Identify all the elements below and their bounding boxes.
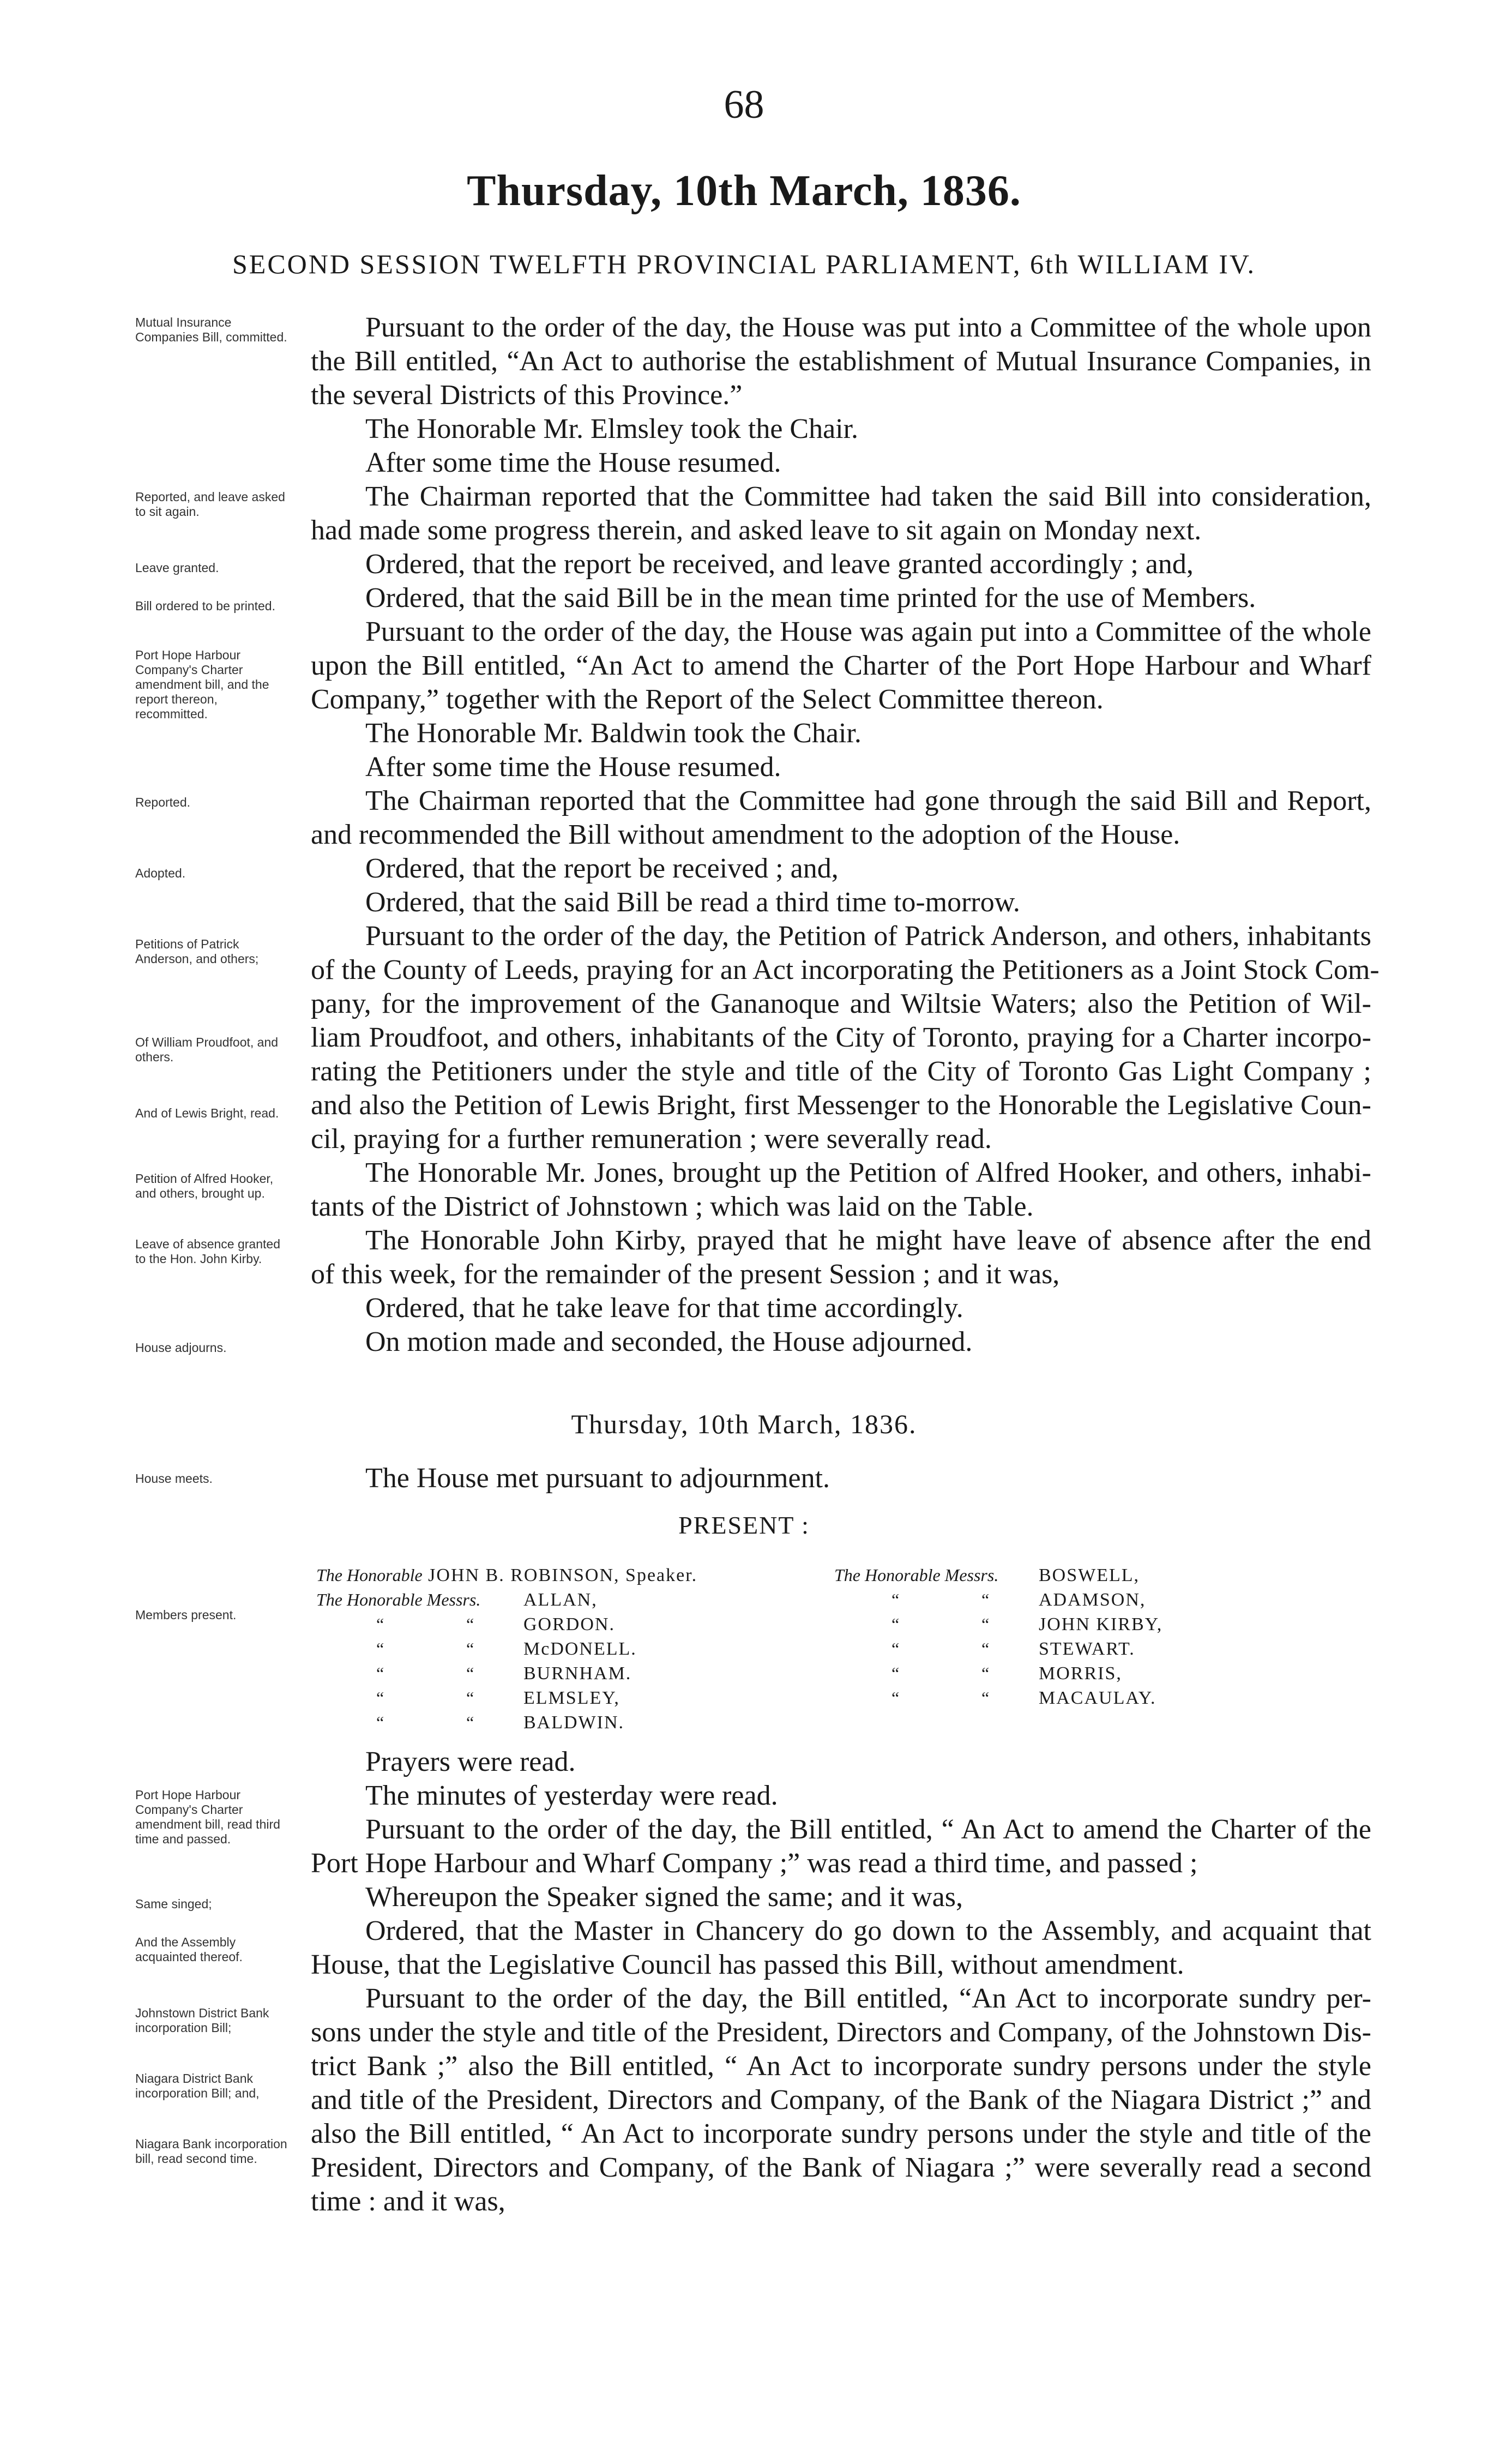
member-speaker: The Honorable JOHN B. ROBINSON, Speaker. (316, 1565, 698, 1585)
margin-note: Adopted. (135, 866, 186, 880)
margin-note: Same singed; (135, 1897, 212, 1911)
body-line: of the County of Leeds, praying for an Act incorporating the Petitioners as a Joint Stock Com- (311, 954, 1379, 985)
member-name: ALLAN, (523, 1590, 598, 1610)
ditto-mark: “ (891, 1663, 900, 1683)
margin-note: Niagara District Bank incorporation Bill; and, (135, 2071, 260, 2100)
ditto-mark: “ (891, 1688, 900, 1708)
body-line: also the Bill entitled, “ An Act to incorporate sundry persons under the style and title of the (311, 2118, 1371, 2149)
member-name: MACAULAY. (1039, 1688, 1156, 1708)
margin-note: Of William Proudfoot, and others. (135, 1035, 279, 1064)
body-line: Port Hope Harbour and Wharf Company ;” was read a third time, and passed ; (311, 1848, 1198, 1879)
margin-note: Members present. (135, 1608, 237, 1622)
ditto-mark: “ (376, 1663, 384, 1683)
margin-note: Reported, and leave asked to sit again. (135, 490, 285, 519)
ditto-mark: “ (466, 1663, 474, 1683)
session-heading: SECOND SESSION TWELFTH PROVINCIAL PARLIAMENT, 6th WILLIAM IV. (232, 249, 1256, 279)
ditto-mark: “ (376, 1639, 384, 1658)
margin-note: Petition of Alfred Hooker, and others, brought up. (135, 1171, 274, 1200)
body-line: The Chairman reported that the Committee had taken the said Bill into consideration, (365, 481, 1371, 512)
body-line: The Honorable John Kirby, prayed that he might have leave of absence after the end (365, 1225, 1371, 1256)
body-line: had made some progress therein, and asked leave to sit again on Monday next. (311, 515, 1202, 546)
ditto-mark: “ (891, 1639, 900, 1658)
member-name: GORDON. (523, 1614, 615, 1634)
ditto-mark: “ (466, 1712, 474, 1732)
body-line: House, that the Legislative Council has passed this Bill, without amendment. (311, 1949, 1184, 1980)
body-line: The Chairman reported that the Committee had gone through the said Bill and Report, (365, 785, 1371, 816)
body-line: and recommended the Bill without amendment to the adoption of the House. (311, 819, 1180, 850)
date-heading: Thursday, 10th March, 1836. (467, 167, 1021, 215)
sitting-subheading: Thursday, 10th March, 1836. (571, 1409, 917, 1439)
ditto-mark: “ (466, 1614, 474, 1634)
member-name: STEWART. (1039, 1639, 1135, 1659)
member-messrs-label: The Honorable Messrs. (834, 1565, 999, 1585)
body-line: rating the Petitioners under the style and title of the City of Toronto Gas Light Company ; (311, 1056, 1371, 1087)
body-line: the several Districts of this Province.” (311, 380, 743, 411)
body-line: The Honorable Mr. Jones, brought up the Petition of Alfred Hooker, and others, inhabi- (365, 1157, 1371, 1188)
body-line: Pursuant to the order of the day, the Bill entitled, “ An Act to amend the Charter of the (365, 1814, 1371, 1845)
ditto-mark: “ (981, 1663, 990, 1683)
body-line: Company,” together with the Report of the Select Committee thereon. (311, 684, 1104, 715)
body-line: Ordered, that the Master in Chancery do go down to the Assembly, and acquaint that (365, 1915, 1371, 1946)
margin-note: And the Assembly acquainted thereof. (135, 1935, 243, 1964)
ditto-mark: “ (981, 1590, 990, 1609)
margin-note: Port Hope Harbour Company's Charter amendment bill, and the report thereon, recommitted. (135, 648, 269, 721)
body-line: Ordered, that the report be received, and leave granted accordingly ; and, (365, 549, 1194, 580)
body-line: The Honorable Mr. Baldwin took the Chair. (365, 718, 862, 749)
ditto-mark: “ (466, 1639, 474, 1658)
margin-note: Mutual Insurance Companies Bill, committed. (135, 315, 287, 344)
ditto-mark: “ (466, 1688, 474, 1708)
body-line: and title of the President, Directors and Company, of the Bank of the Niagara District ;” and (311, 2084, 1371, 2116)
body-line: After some time the House resumed. (365, 752, 781, 783)
body-line: liam Proudfoot, and others, inhabitants of the City of Toronto, praying for a Charter incorpo- (311, 1022, 1371, 1053)
margin-note: House meets. (135, 1471, 213, 1486)
margin-note: Leave granted. (135, 561, 219, 575)
margin-note: Petitions of Patrick Anderson, and others; (135, 937, 259, 966)
body-line: Prayers were read. (365, 1746, 576, 1777)
member-name: JOHN KIRBY, (1039, 1614, 1163, 1634)
margin-note: Leave of absence granted to the Hon. John Kirby. (135, 1237, 280, 1266)
margin-note: Port Hope Harbour Company's Charter amendment bill, read third time and passed. (135, 1788, 280, 1846)
body-line: the Bill entitled, “An Act to authorise the establishment of Mutual Insurance Companies, in (311, 346, 1371, 377)
ditto-mark: “ (891, 1614, 900, 1634)
body-line: pany, for the improvement of the Gananoque and Wiltsie Waters; also the Petition of Wil- (311, 988, 1371, 1019)
body-line: Ordered, that he take leave for that time accordingly. (365, 1293, 963, 1324)
body-line: The Honorable Mr. Elmsley took the Chair. (365, 413, 859, 444)
body-line: sons under the style and title of the President, Directors and Company, of the Johnstown Dis- (311, 2017, 1371, 2048)
margin-note: Bill ordered to be printed. (135, 599, 275, 613)
body-line: upon the Bill entitled, “An Act to amend the Charter of the Port Hope Harbour and Wharf (311, 650, 1371, 681)
ditto-mark: “ (376, 1712, 384, 1732)
body-line: Pursuant to the order of the day, the Petition of Patrick Anderson, and others, inhabitants (365, 921, 1371, 952)
member-name: BOSWELL, (1039, 1565, 1140, 1585)
member-name: MORRIS, (1039, 1663, 1122, 1684)
body-line: After some time the House resumed. (365, 447, 781, 478)
body-line: The minutes of yesterday were read. (365, 1780, 778, 1811)
ditto-mark: “ (376, 1614, 384, 1634)
body-line: Pursuant to the order of the day, the Bill entitled, “An Act to incorporate sundry per- (365, 1983, 1371, 2014)
member-messrs-label: The Honorable Messrs. (316, 1590, 481, 1609)
body-line: Ordered, that the said Bill be read a third time to-morrow. (365, 887, 1020, 918)
ditto-mark: “ (981, 1614, 990, 1634)
body-line: and also the Petition of Lewis Bright, first Messenger to the Honorable the Legislative Coun- (311, 1090, 1371, 1121)
body-line: Pursuant to the order of the day, the House was put into a Committee of the whole upon (365, 312, 1371, 343)
body-line: Whereupon the Speaker signed the same; and it was, (365, 1882, 963, 1913)
body-line: President, Directors and Company, of the Bank of Niagara ;” were severally read a second (311, 2152, 1371, 2183)
ditto-mark: “ (376, 1688, 384, 1708)
body-line: Pursuant to the order of the day, the House was again put into a Committee of the whole (365, 616, 1371, 647)
member-name: BALDWIN. (523, 1712, 625, 1733)
body-line: Ordered, that the said Bill be in the mean time printed for the use of Members. (365, 582, 1256, 614)
page-number: 68 (724, 82, 764, 127)
margin-note: Niagara Bank incorporation bill, read second time. (135, 2137, 287, 2166)
ditto-mark: “ (981, 1639, 990, 1658)
member-name: BURNHAM. (523, 1663, 632, 1684)
margin-note: Reported. (135, 795, 191, 809)
body-line: cil, praying for a further remuneration ; were severally read. (311, 1123, 992, 1155)
body-line: trict Bank ;” also the Bill entitled, “ An Act to incorporate sundry persons under the style (311, 2051, 1371, 2082)
margin-note: And of Lewis Bright, read. (135, 1106, 279, 1120)
body-line: time : and it was, (311, 2186, 505, 2217)
body-line: On motion made and seconded, the House adjourned. (365, 1326, 973, 1357)
margin-note: House adjourns. (135, 1341, 227, 1355)
member-name: ADAMSON, (1039, 1590, 1146, 1610)
member-name: ELMSLEY, (523, 1688, 620, 1708)
ditto-mark: “ (981, 1688, 990, 1708)
ditto-mark: “ (891, 1590, 900, 1609)
member-name: McDONELL. (523, 1639, 637, 1659)
body-line: Ordered, that the report be received ; and, (365, 853, 839, 884)
body-line: of this week, for the remainder of the present Session ; and it was, (311, 1259, 1060, 1290)
present-label: PRESENT : (678, 1511, 810, 1539)
body-line: The House met pursuant to adjournment. (365, 1463, 830, 1494)
body-line: tants of the District of Johnstown ; which was laid on the Table. (311, 1191, 1034, 1222)
margin-note: Johnstown District Bank incorporation Bill; (135, 2006, 269, 2035)
